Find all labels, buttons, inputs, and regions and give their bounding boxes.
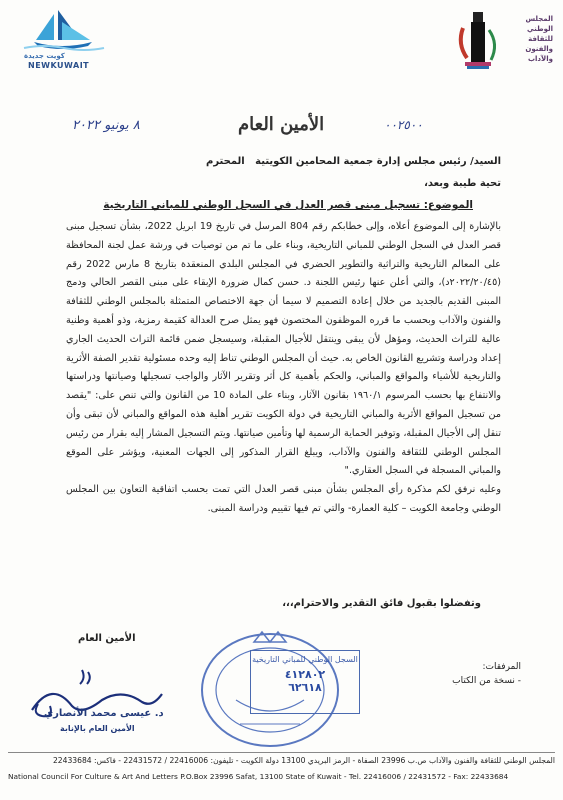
signatory-name: د. عيسى محمد الأنصاري xyxy=(44,708,164,719)
new-kuwait-logo xyxy=(14,8,109,70)
stamp-code-2: ٦٢٦١٨ xyxy=(288,681,322,694)
letter-date: ٨ يونيو ٢٠٢٢ xyxy=(72,118,140,133)
stamp-box-heading: السجل الوطني للمباني التاريخية xyxy=(252,655,358,664)
new-kuwait-brand: NEWKUWAIT xyxy=(28,61,90,70)
respect-title: المحترم xyxy=(206,156,245,167)
attachments-block xyxy=(452,660,521,688)
reference-row xyxy=(0,114,563,140)
body-paragraph: وعليه نرفق لكم مذكرة رأي المجلس بشأن مبنى قصر العدل التي تمت بحسب اتفاقية التعاون بين المجلس الوطني وجامعة الكويت – كلية العمارة- والتي تم فيها تقييم ودراسة المبنى. xyxy=(66,484,501,514)
addressee: السيد/ رئيس مجلس إدارة جمعية المحامين الكويتية xyxy=(255,156,501,167)
dhow-icon xyxy=(14,8,109,52)
signatory-role: الأمين العام بالإنابة xyxy=(60,724,135,733)
body-paragraph: بالإشارة إلى الموضوع أعلاه، وإلى خطابكم رقم 804 المرسل في تاريخ 19 ابريل 2022، بشأن تسجيل مبنى قصر العدل في السجل الوطني للمباني التاريخية، وبناء على ما تم من توصيات في ورشة عمل لجنة المحافظة على المعالم التاريخية والتراثية والتطوير الحضري في المجلس البلدي المنعقدة بتاريخ 8 مارس 2022 رقم (٢٠٢٢/٢٠/٤٥د)، والتي أعلن عنها رئيس اللجنة د. حسن كمال ضرورة الإبقاء على مبنى القصر الحالي ودمج المبنى القديم بالجديد من خلال إعادة التصميم لا سيما أن جهة الاختصاص المتمثلة بالمجلس الوطني للثقافة والفنون والآداب وبحسب ما قرره الموظفون المختصون فهو يمثل صرح العدالة كقيمة رمزية، وذو أهمية وطنية عالية للتراث الحديث، ومؤهل لأن يبقى وينتقل للأجيال المقبلة، وسيسجل ضمن قائمة التراث الحديث الجاري إعداد ودراسة وتشريع القانون الخاص به. حيث أن المجلس الوطني تناط إليه وحده مسئولية تقدير الصفة الأثرية والتاريخية للأشياء والمواقع والمباني، والحكم بأهمية كل أثر وتقرير الآثار والواجب تسجيلها وصيانتها ودراستها والانتفاع بها بحسب المرسوم ١٩٦٠/١ بقانون الآثار، وبناء على المادة 10 من القانون والتي تنص على: "يقصد من تسجيل المواقع الأثرية والمباني التاريخية في دولة الكويت تقرير أهلية هذه المواقع والمباني لأن تبقى وأن تنقل إلى الأجيال المقبلة، وتوفير الحماية الرسمية لها وتأمين صيانتها. ويتم التسجيل المشار إليه بقرار من رئيس المجلس الوطني للثقافة والفنون والآداب، ويبلغ القرار المذكور إلى الجهات المعنية، ويؤشر على الموقع والمباني المسجلة في السجل العقاري." xyxy=(66,221,501,477)
stamp-code-1: ٤١٢٨٠٢ xyxy=(284,668,326,681)
footer-english: National Council For Culture & Art And Letters P.O.Box 23996 Safat, 13100 State of Kuwait - Tel. 22416006 / 22431572 - Fax: 22433684 xyxy=(8,772,509,781)
footer-arabic: المجلس الوطني للثقافة والفنون والآداب ص.ب 23996 الصفاة - الرمز البريدي 13100 دولة الكويت - تليفون: 22416006 / 22431572 - فاكس: 22433684 xyxy=(52,756,555,765)
nccal-logo-text: المجلس الوطني للثقافة والفنون والآداب xyxy=(525,15,553,63)
footer-divider xyxy=(8,752,555,753)
registration-stamp-box xyxy=(250,650,360,714)
secretary-general-heading: الأمين العام xyxy=(238,114,325,135)
closing-line: وتفضلوا بقبول فائق التقدير والاحترام،،، xyxy=(282,598,481,609)
attachments-label: المرفقات: xyxy=(482,662,521,672)
reference-number: ٠٠٢٥٠٠ xyxy=(384,118,423,132)
signatory-title: الأمين العام xyxy=(78,633,136,644)
new-kuwait-subtitle: كويت جديدة xyxy=(24,52,65,60)
nccal-logo xyxy=(453,8,553,70)
subject-line: الموضوع: تسجيل مبنى قصر العدل في السجل الوطني للمباني التاريخية xyxy=(103,199,473,211)
letter-body xyxy=(66,218,501,519)
nccal-emblem-icon xyxy=(453,8,505,70)
greeting: تحية طيبة وبعد، xyxy=(424,178,501,189)
copy-note: - نسخة من الكتاب xyxy=(452,676,521,686)
